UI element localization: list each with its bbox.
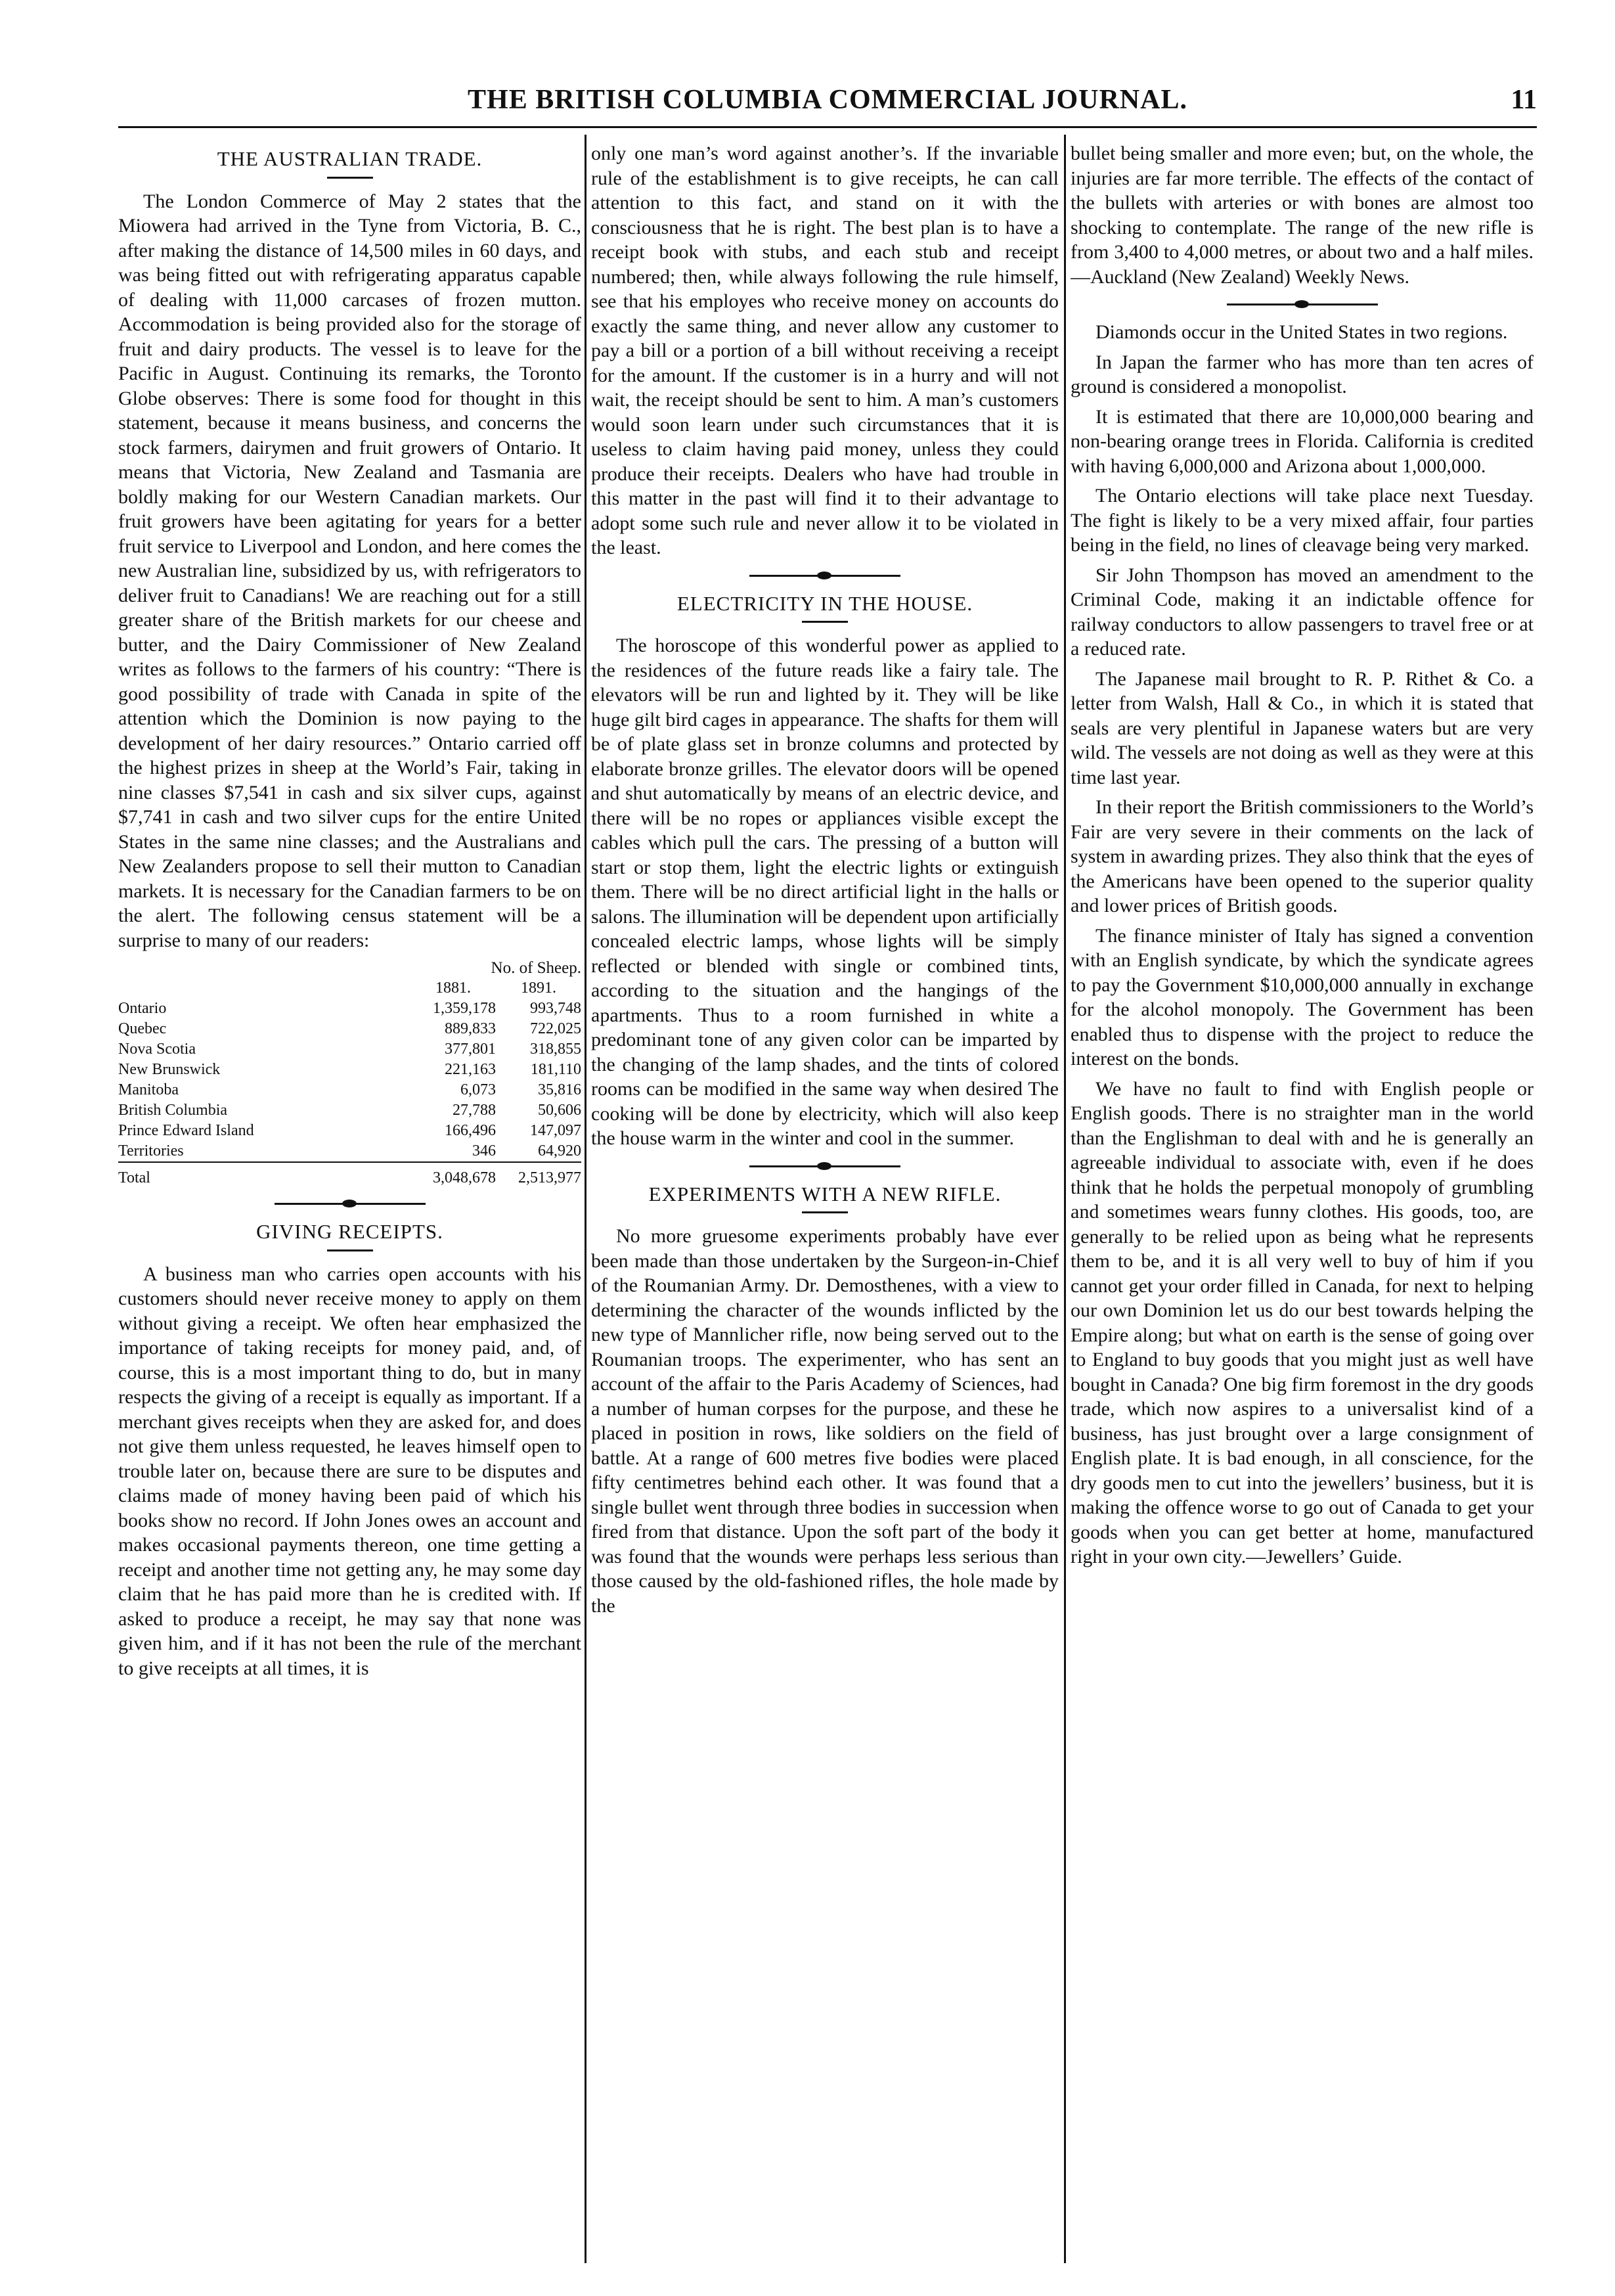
table-row xyxy=(118,1121,581,1141)
table-row xyxy=(118,1039,581,1060)
column-divider-1 xyxy=(585,135,586,2263)
column-2 xyxy=(591,141,1059,2263)
province-name: British Columbia xyxy=(118,1102,228,1119)
province-name: Nova Scotia xyxy=(118,1041,196,1058)
section-divider xyxy=(749,1165,900,1167)
news-item: Diamonds occur in the United States in two regions. xyxy=(1095,321,1508,343)
total-1881: 3,048,678 xyxy=(410,1162,496,1188)
masthead xyxy=(118,84,1537,124)
heading-rule xyxy=(327,177,373,179)
province-name: Territories xyxy=(118,1142,184,1159)
journal-title: THE BRITISH COLUMBIA COMMERCIAL JOURNAL. xyxy=(468,85,1187,115)
section-divider xyxy=(1227,304,1378,305)
column-divider-2 xyxy=(1064,135,1066,2263)
sheep-1881: 346 xyxy=(472,1142,496,1159)
sheep-1891: 318,855 xyxy=(530,1041,581,1058)
article-heading-new-rifle: EXPERIMENTS WITH A NEW RIFLE. xyxy=(648,1182,1002,1205)
sheep-1881: 6,073 xyxy=(460,1081,496,1098)
article-heading-electricity: ELECTRICITY IN THE HOUSE. xyxy=(676,591,973,615)
heading-rule xyxy=(802,1211,848,1213)
column-1 xyxy=(118,141,581,2263)
sheep-1891: 50,606 xyxy=(538,1102,581,1119)
article-paragraph: A business man who carries open accounts with his customers should never receive money to apply on them without giving a receipt. We often hear emphasized the importance of taking receipts for money paid, and, of course, this is a most important thing to do, but in many respects the giving of a receipt is equally as important. If a merchant gives receipts when they are asked for, and does not give them unless requested, he leaves himself open to trouble later on, because there are sure to be disputes and claims made of money having been paid of which his books show no record. If John Jones owes an account and makes occasional payments thereon, one time getting a receipt and another time not getting any, he may some day claim that he has paid more than he is credited with. If asked to produce a receipt, he may say that none was given him, and if it has not been the rule of the merchant to give receipts at all times, it is xyxy=(118,1263,581,1679)
sheep-1891: 35,816 xyxy=(538,1081,581,1098)
news-item: Sir John Thompson has moved an amendment to the Criminal Code, making it an indictable offence for railway conductors to allow passengers to travel free or at a reduced rate. xyxy=(1071,564,1534,660)
table-row xyxy=(118,1060,581,1080)
province-name: Manitoba xyxy=(118,1081,179,1098)
census-col-1881: 1881. xyxy=(435,979,471,997)
sheep-1881: 377,801 xyxy=(445,1041,496,1058)
sheep-1891: 181,110 xyxy=(530,1061,581,1078)
province-name: Prince Edward Island xyxy=(118,1122,254,1139)
total-label: Total xyxy=(118,1162,410,1188)
article-paragraph: No more gruesome experiments probably have ever been made than those undertaken by the Surgeon-in-Chief of the Roumanian Army. Dr. Demosthenes, with a view to determining the character of the wounds inflicted by the new type of Mannlicher rifle, now being served out to the Roumanian troops. The experimenter, who has sent an account of the affair to the Paris Academy of Sciences, had a number of human corpses for the purpose, and these he placed in position in rows, like soldiers on the field of battle. At a range of 600 metres five bodies were placed fifty centimetres behind each other. It was found that a single bullet went through three bodies in succession when fired from that distance. Upon the soft part of the body it was found that the wounds were perhaps less serious than those caused by the old-fashioned rifles, the hole made by the xyxy=(591,1225,1059,1617)
article-heading-giving-receipts: GIVING RECEIPTS. xyxy=(256,1220,443,1243)
table-row xyxy=(118,1019,581,1039)
news-item: The Ontario elections will take place next Tuesday. The fight is likely to be a very mixed affair, four parties being in the field, no lines of cleavage being very marked. xyxy=(1071,485,1534,556)
article-paragraph: The London Commerce of May 2 states that the Miowera had arrived in the Tyne from Victoria, B. C., after making the distance of 14,500 miles in 60 days, and was being fitted out with refrigerating apparatus capable of dealing with 11,000 carcases of frozen mutton. Accommodation is being provided also for the storage of fruit and dairy products. The vessel is to leave for the Pacific in August. Continuing its remarks, the Toronto Globe observes: There is some food for thought in this statement, because it means business, and concerns the stock farmers, dairymen and fruit growers of Ontario. It means that Victoria, New Zealand and Tasmania are boldly making for our Western Canadian markets. Our fruit growers have been agitating for years for a better fruit service to Liverpool and London, and here comes the new Australian line, subsidized by us, with refrigerators to deliver fruit to Canadians! We are reaching out for a still greater share of the British markets for our cheese and butter, and the Dairy Commissioner of New Zealand writes as follows to the farmers of his country: “There is good possibility of trade with Canada in spite of the attention which the Dominion is now paying to the development of her dairy resources.” Ontario carried off the highest prizes in sheep at the World’s Fair, taking in nine classes $7,541 in cash and six silver cups, against $7,741 in cash and two silver cups for the entire United States in the same nine classes; and the Australians and New Zealanders propose to sell their mutton to Canadian markets. It is necessary for the Canadian farmers to be on the alert. The following census statement will be a surprise to many of our readers: xyxy=(118,190,581,951)
census-col-1891: 1891. xyxy=(521,979,556,997)
sheep-1891: 64,920 xyxy=(538,1142,581,1159)
news-item: The Japanese mail brought to R. P. Rithet & Co. a letter from Walsh, Hall & Co., in which it is stated that seals are very plentiful in Japanese waters but are very wild. The vessels are not doing as well as they were at this time last year. xyxy=(1071,667,1534,788)
total-1891: 2,513,977 xyxy=(496,1162,581,1188)
sheep-1881: 889,833 xyxy=(445,1020,496,1037)
news-item: In their report the British commissioners to the World’s Fair are very severe in their comments on the lack of system in awarding prizes. They also think that the eyes of the Americans have been opened to the superior quality and lower prices of British goods. xyxy=(1071,796,1534,916)
heading-rule xyxy=(802,621,848,623)
province-name: Quebec xyxy=(118,1020,167,1037)
sheep-1891: 722,025 xyxy=(530,1020,581,1037)
sheep-1881: 27,788 xyxy=(453,1102,496,1119)
news-item: It is estimated that there are 10,000,000 bearing and non-bearing orange trees in Florida. California is credited with having 6,000,000 and Arizona about 1,000,000. xyxy=(1071,405,1534,477)
table-row xyxy=(118,1141,581,1162)
header-rule xyxy=(118,126,1537,128)
article-heading-australian-trade: THE AUSTRALIAN TRADE. xyxy=(217,147,483,170)
sheep-1881: 221,163 xyxy=(445,1061,496,1078)
census-total-row xyxy=(118,1162,581,1188)
news-item: The finance minister of Italy has signed a convention with an English syndicate, by which the syndicate agrees to pay the Government $10,000,000 annually in exchange for the alcohol monopoly. The Government has been enabled thus to dispense with the project to reduce the interest on the bonds. xyxy=(1071,924,1534,1069)
sheep-1881: 1,359,178 xyxy=(433,1000,496,1017)
page-number: 11 xyxy=(1511,85,1537,115)
article-continuation: bullet being smaller and more even; but, on the whole, the injuries are far more terrible. The effects of the contact of the bullets with arteries or with bones are almost too shocking to contemplate. The range of the new rifle is from 3,400 to 4,000 metres, or about two and a half miles.—Auckland (New Zealand) Weekly News. xyxy=(1071,143,1534,288)
news-item: In Japan the farmer who has more than ten acres of ground is considered a monopolist. xyxy=(1071,351,1534,397)
article-paragraph: The horoscope of this wonderful power as applied to the residences of the future reads like a fairy tale. The elevators will be run and lighted by it. They will be like huge gilt bird cages in appearance. The shafts for them will be of plate glass set in bronze columns and protected by elaborate bronze grilles. The elevator doors will be opened and shut automatically by means of an electric device, and there will be no ropes or appliances visible except the cables which pull the cars. The pressing of a button will start or stop them, light the electric lights or extinguish them. There will be no direct artificial light in the halls or salons. The illumination will be dependent upon artificially concealed electric lamps, whose lights will be simply reflected or blended with single or combined tints, according to the situation and the hangings of the apartments. Thus to a room furnished in white a predominant tone of any given color can be imparted by the changing of the lamp shades, and the tints of colored rooms can be modified in the same way when desired The cooking will be done by electricity, which will also keep the house warm in the winter and cool in the summer. xyxy=(591,635,1059,1149)
heading-rule xyxy=(327,1249,373,1251)
table-row xyxy=(118,1100,581,1121)
sheep-1891: 993,748 xyxy=(530,1000,581,1017)
table-row xyxy=(118,999,581,1019)
news-item: We have no fault to find with English people or English goods. There is no straighter man in the world than the Englishman to deal with and he is generally an agreeable individual to associate with, even if he does think that he holds the perpetual monopoly of grumbling and sometimes wears funny clothes. His goods, too, are generally to be relied upon as being what he represents them to be, and it is all very well to buy of him if you cannot get your order filled in Canada, for next to helping our own Dominion let us do our best towards helping the Empire along; but what on earth is the sense of going over to England to buy goods that you might just as well have bought in Canada? One big firm foremost in the dry goods trade, which now aspires to a universalist kind of a business, has just brought over a large consignment of English plate. It is bad enough, in all conscience, for the dry goods men to cut into the jewellers’ business, but it is making the offence worse to go out of Canada to get your goods when you can get better at home, manufactured right in your own city.—Jewellers’ Guide. xyxy=(1071,1077,1534,1567)
article-continuation: only one man’s word against another’s. If the invariable rule of the establishment is to give receipts, he can call attention to this fact, and stand on it with the consciousness that he is right. The best plan is to have a receipt book with stubs, and each stub and receipt numbered; then, while always following the rule himself, see that his employes who receive money on accounts do exactly the same thing, and never allow any customer to pay a bill or a portion of a bill without receiving a receipt for the amount. If the customer is in a hurry and will not wait, the receipt should be sent to him. A man’s customers would soon learn under such circumstances that it is useless to claim having paid money, unless they could produce their receipts. Dealers who have had trouble in this matter in the past will find it to their advantage to adopt some such rule and never allow it to be violated in the least. xyxy=(591,143,1059,558)
table-row xyxy=(118,1080,581,1100)
province-name: Ontario xyxy=(118,1000,167,1017)
sheep-1881: 166,496 xyxy=(445,1122,496,1139)
sheep-1891: 147,097 xyxy=(530,1122,581,1139)
section-divider xyxy=(275,1203,426,1205)
section-divider xyxy=(749,575,900,577)
column-3 xyxy=(1071,141,1534,2263)
sheep-census-table xyxy=(118,958,581,1188)
census-caption: No. of Sheep. xyxy=(491,959,581,977)
province-name: New Brunswick xyxy=(118,1061,221,1078)
